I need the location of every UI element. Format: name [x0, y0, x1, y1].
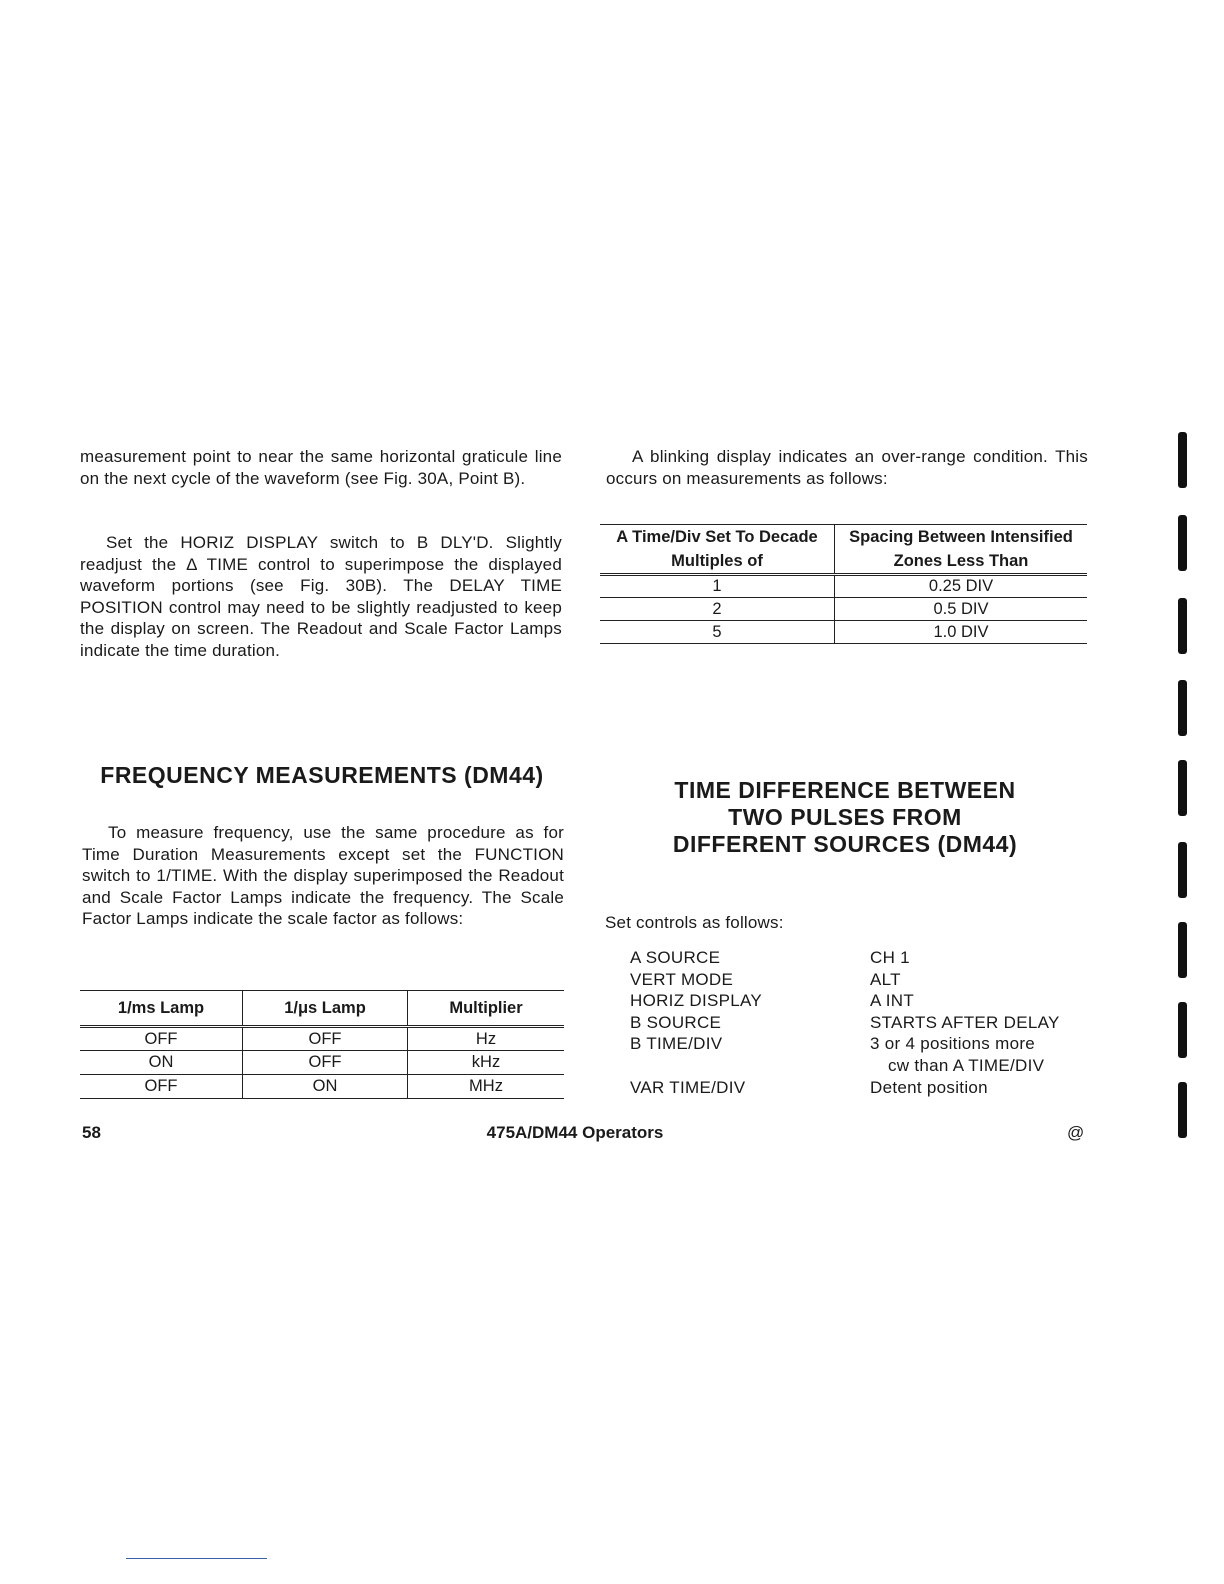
- lamp-multiplier-table: [80, 990, 564, 1099]
- continued-paragraph: measurement point to near the same horizontal graticule line on the next cycle of the waveform (see Fig. 30A, Point B).: [80, 447, 562, 488]
- overrange-table-header: Spacing Between Intensified Zones Less Than: [849, 528, 1073, 570]
- control-setting-row: [630, 1033, 1100, 1076]
- table-row: [600, 621, 1087, 644]
- lamp-table-header: 1/ms Lamp: [80, 991, 243, 1027]
- table-row: [80, 1051, 564, 1075]
- control-setting-row: [630, 1077, 1100, 1099]
- page-number: 58: [82, 1123, 101, 1142]
- manual-title: 475A/DM44 Operators: [486, 1123, 664, 1142]
- table-cell: MHz: [469, 1077, 503, 1095]
- control-name: B TIME/DIV: [630, 1034, 723, 1054]
- table-cell: 1: [600, 575, 835, 598]
- binder-hole-mark: [1178, 598, 1187, 654]
- control-value-line: 3 or 4 positions more: [870, 1034, 1036, 1054]
- control-value: ALT: [870, 969, 901, 989]
- table-cell: 1.0 DIV: [933, 622, 989, 641]
- table-cell: Hz: [475, 1029, 497, 1048]
- control-setting-row: [630, 990, 1100, 1012]
- table-cell: ON: [80, 1051, 243, 1075]
- control-value: STARTS AFTER DELAY: [870, 1012, 1060, 1032]
- table-cell: OFF: [243, 1051, 408, 1075]
- control-name: HORIZ DISPLAY: [630, 991, 763, 1011]
- frequency-measurements-heading: FREQUENCY MEASUREMENTS (DM44): [100, 762, 544, 788]
- overrange-table-header: A Time/Div Set To Decade Multiples of: [600, 525, 835, 575]
- binder-hole-mark: [1178, 515, 1187, 571]
- control-settings-list: [630, 947, 1100, 1098]
- control-value: CH 1: [870, 948, 910, 967]
- time-difference-heading: [600, 777, 1090, 858]
- lamp-table-header: 1/μs Lamp: [243, 991, 408, 1027]
- control-setting-row: [630, 969, 1100, 991]
- binder-hole-mark: [1178, 922, 1187, 978]
- control-name: VAR TIME/DIV: [630, 1077, 746, 1097]
- binder-hole-mark: [1178, 1082, 1187, 1138]
- table-cell: 2: [600, 598, 835, 621]
- binder-hole-mark: [1178, 680, 1187, 736]
- heading-line: DIFFERENT SOURCES (DM44): [672, 831, 1018, 857]
- control-name: A SOURCE: [630, 948, 721, 967]
- control-value-continuation: cw than A TIME/DIV: [888, 1055, 1045, 1075]
- overrange-table: [600, 524, 1087, 644]
- control-name: B SOURCE: [630, 1012, 722, 1032]
- table-row: [80, 1027, 564, 1051]
- set-controls-intro: Set controls as follows:: [605, 913, 784, 932]
- table-cell: 0.5 DIV: [933, 599, 989, 618]
- binder-hole-mark: [1178, 760, 1187, 816]
- binder-hole-mark: [1178, 842, 1187, 898]
- table-cell: OFF: [80, 1027, 243, 1051]
- lamp-table-header: Multiplier: [449, 998, 523, 1017]
- control-setting-row: [630, 947, 1100, 969]
- horiz-display-paragraph: Set the HORIZ DISPLAY switch to B DLY'D. Slightly readjust the Δ TIME control to superimpose the displayed waveform portions (see Fig. 30B). The DELAY TIME POSITION control may need to be slightly readjusted to keep the display on screen. The Readout and Scale Factor Lamps indicate the time duration.: [80, 533, 562, 660]
- table-cell: 5: [600, 621, 835, 644]
- table-cell: kHz: [471, 1053, 501, 1071]
- control-name: VERT MODE: [630, 969, 734, 989]
- control-value: Detent position: [870, 1077, 988, 1097]
- table-cell: OFF: [243, 1027, 408, 1051]
- table-row: [600, 575, 1087, 598]
- binder-hole-mark: [1178, 1002, 1187, 1058]
- heading-line: TIME DIFFERENCE BETWEEN: [674, 777, 1016, 803]
- copyright-mark: @: [1067, 1123, 1085, 1142]
- table-cell: ON: [243, 1075, 408, 1099]
- control-value: A INT: [870, 991, 915, 1011]
- blinking-display-paragraph: A blinking display indicates an over-range condition. This occurs on measurements as follows:: [606, 447, 1088, 488]
- table-cell: OFF: [80, 1075, 243, 1099]
- heading-line: TWO PULSES FROM: [728, 804, 962, 830]
- binder-hole-mark: [1178, 432, 1187, 488]
- table-row: [600, 598, 1087, 621]
- table-cell: 0.25 DIV: [928, 577, 994, 595]
- frequency-paragraph: To measure frequency, use the same procedure as for Time Duration Measurements except set the FUNCTION switch to 1/TIME. With the display superimposed the Readout and Scale Factor Lamps indicate the frequency. The Scale Factor Lamps indicate the scale factor as follows:: [82, 823, 564, 929]
- bottom-rule-line: [126, 1558, 267, 1559]
- table-row: [80, 1075, 564, 1099]
- control-setting-row: [630, 1012, 1100, 1034]
- control-value: [870, 1033, 1100, 1076]
